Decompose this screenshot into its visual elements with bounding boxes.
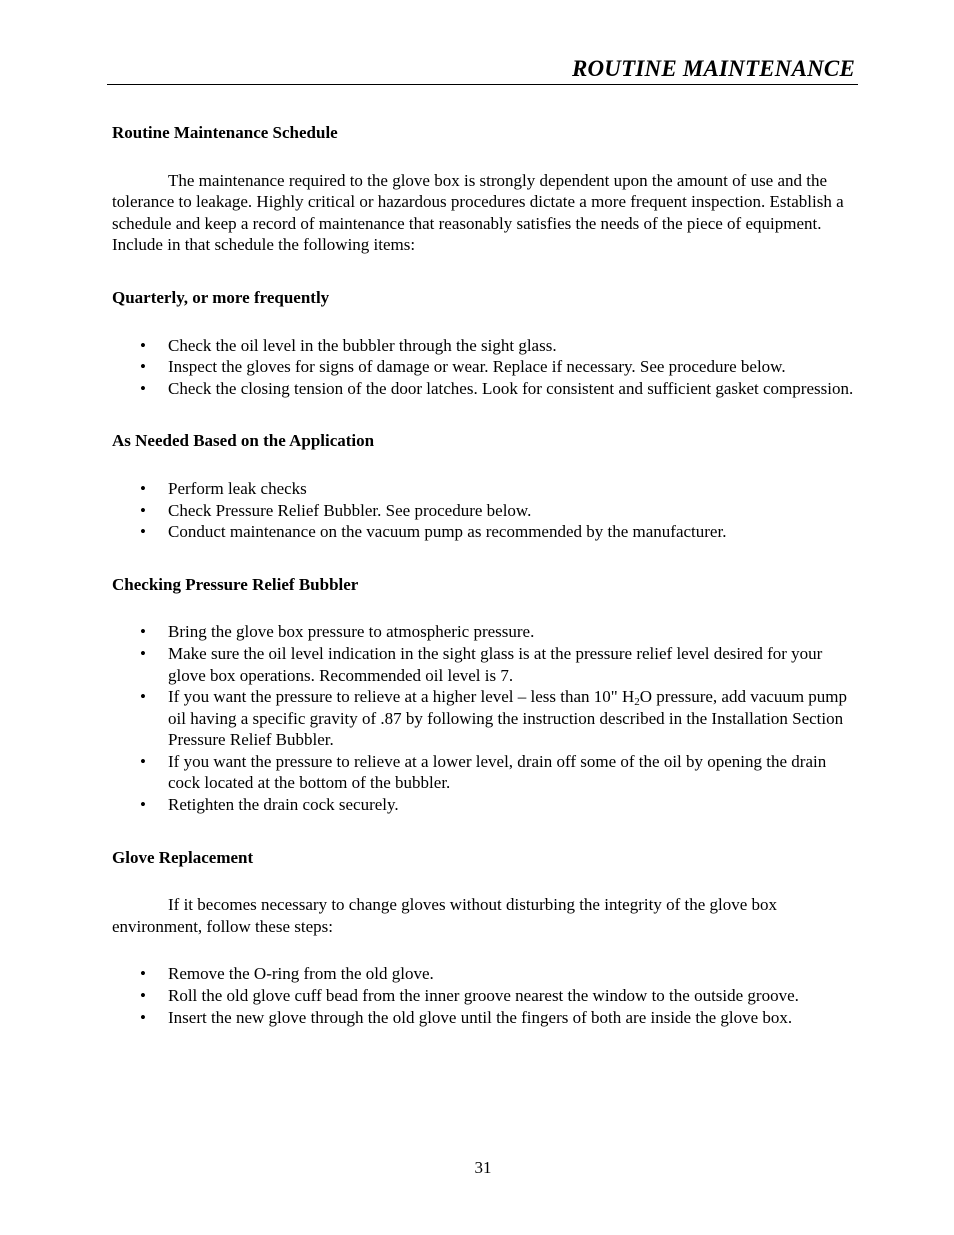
document-body: [112, 122, 857, 1028]
item-text-post: O pressure, add vacuum pump oil having a specific gravity of .87 by following the instruction described in the Installation Section Pressure Relief Bubbler.: [168, 687, 848, 750]
section-heading-schedule: Routine Maintenance Schedule: [112, 123, 338, 142]
list-item: • Inspect the gloves for signs of damage or wear. Replace if necessary. See procedure below.: [112, 356, 857, 378]
list-item: • Check the oil level in the bubbler through the sight glass.: [112, 335, 857, 357]
section-heading-quarterly: Quarterly, or more frequently: [112, 287, 330, 307]
page-number: 31: [474, 1158, 492, 1177]
list-item: • Conduct maintenance on the vacuum pump as recommended by the manufacturer.: [112, 521, 857, 543]
list-item: • Remove the O-ring from the old glove.: [112, 963, 857, 985]
section-heading-bubbler: Checking Pressure Relief Bubbler: [112, 574, 359, 594]
quarterly-list: [112, 335, 857, 400]
section-heading-as-needed: As Needed Based on the Application: [112, 431, 375, 451]
list-item: • Insert the new glove through the old glove until the fingers of both are inside the glove box.: [112, 1007, 857, 1029]
header-divider: [107, 84, 858, 85]
list-item: [112, 686, 857, 751]
list-item: • Check the closing tension of the door latches. Look for consistent and sufficient gasket compression.: [112, 378, 857, 400]
glove-list: [112, 963, 857, 1028]
schedule-paragraph: The maintenance required to the glove box is strongly dependent upon the amount of use and the tolerance to leakage. Highly critical or hazardous procedures dictate a more frequent inspection. Establish a schedule and keep a record of maintenance that reasonably satisfies the needs of the piece of equipment. Include in that schedule the following items:: [112, 170, 844, 255]
glove-paragraph: If it becomes necessary to change gloves without disturbing the integrity of the glove box environment, follow these steps:: [112, 895, 778, 936]
list-item: • Check Pressure Relief Bubbler. See procedure below.: [112, 500, 857, 522]
list-item: • If you want the pressure to relieve at a lower level, drain off some of the oil by opening the drain cock located at the bottom of the bubbler.: [112, 751, 857, 794]
section-heading-glove: Glove Replacement: [112, 847, 254, 867]
list-item: • Bring the glove box pressure to atmospheric pressure.: [112, 621, 857, 643]
list-item: • Perform leak checks: [112, 478, 857, 500]
page-title: ROUTINE MAINTENANCE: [571, 56, 855, 81]
list-item: • Roll the old glove cuff bead from the inner groove nearest the window to the outside groove.: [112, 985, 857, 1007]
subscript-2: 2: [634, 696, 640, 709]
list-item: • Make sure the oil level indication in the sight glass is at the pressure relief level desired for your glove box operations. Recommended oil level is 7.: [112, 643, 857, 686]
list-item: • Retighten the drain cock securely.: [112, 794, 857, 816]
bubbler-list: [112, 621, 857, 815]
as-needed-list: [112, 478, 857, 543]
item-text-pre: If you want the pressure to relieve at a higher level – less than 10" H: [168, 687, 635, 707]
